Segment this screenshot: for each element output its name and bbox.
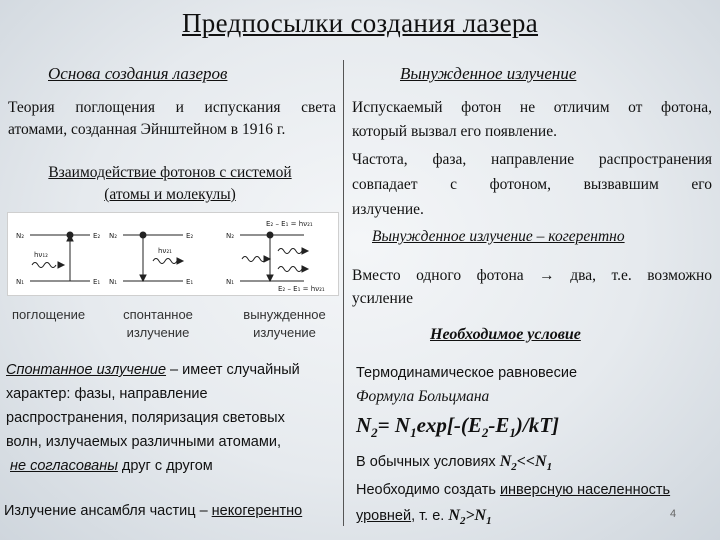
inv-n2: N	[448, 507, 460, 524]
spontaneous-e2-label: E₂	[186, 232, 194, 240]
normal-sub1: 1	[546, 461, 553, 474]
stimulated-incoming-photon	[242, 257, 266, 262]
levels-line	[356, 505, 492, 532]
stimulated-excited-atom	[267, 232, 273, 238]
right-p3-line-2: усиление	[352, 290, 414, 307]
boltzmann-formula-label: Формула Больцмана	[356, 388, 490, 405]
stimulated-photon-2	[278, 267, 302, 272]
formula-minus: -E	[488, 413, 510, 437]
ensemble-text: Излучение ансамбля частиц –	[4, 503, 212, 519]
right-p1-line-2: который вызвал его появление.	[352, 123, 557, 140]
stimulated-n1-label: N₁	[226, 278, 235, 286]
normal-conditions	[356, 451, 552, 478]
spontaneous-term: Спонтанное излучение	[6, 362, 167, 378]
absorption-e2-label: E₂	[93, 232, 101, 240]
spontaneous-arrowhead	[140, 275, 146, 281]
right-p2-line-1: Частота, фаза, направление распространения	[352, 151, 712, 168]
column-divider	[343, 60, 344, 526]
formula-n2: N	[356, 413, 372, 437]
coherent-statement: Вынужденное излучение – когерентно	[372, 228, 625, 245]
formula-e1-sub: 1	[509, 425, 516, 441]
ensemble-statement	[4, 503, 302, 519]
right-p2-line-2: совпадает с фотоном, вызвавшим его	[352, 176, 712, 193]
right-p2-line-3: излучение.	[352, 201, 424, 218]
absorption-photon-arrowhead	[58, 262, 64, 268]
caption-absorption: поглощение	[12, 307, 86, 322]
right-p3-line-1: Вместо одного фотона → два, т.е. возможно	[352, 267, 712, 284]
spontaneous-n2-label: N₂	[109, 232, 118, 240]
normal-lt: <<N	[516, 453, 547, 470]
spontaneous-line-4: волн, излучаемых различными атомами,	[6, 434, 281, 450]
necessary-condition: Необходимое условие	[430, 326, 581, 343]
absorption-incoming-photon	[32, 263, 56, 268]
formula-n2-sub: 2	[371, 425, 378, 441]
absorption-excited-atom	[67, 232, 73, 238]
formula-n1-sub: 1	[410, 425, 417, 441]
spontaneous-line-3: распространения, поляризация световых	[6, 410, 285, 426]
inv-gt: >N	[465, 507, 487, 524]
incoherent-term: некогерентно	[211, 503, 303, 519]
stimulated-energy-right-label: E₂ – E₁ = hν₂₁	[278, 285, 325, 293]
normal-n2: N	[499, 453, 512, 470]
formula-exp: exp[-(E	[416, 413, 482, 437]
interaction-line-2: (атомы и молекулы)	[104, 186, 236, 203]
absorption-n2-label: N₂	[16, 232, 25, 240]
page-title: Предпосылки создания лазера	[181, 8, 539, 38]
interaction-line-1: Взаимодействие фотонов с системой	[48, 164, 292, 181]
formula-eq: = N	[377, 413, 411, 437]
stimulated-photon-2-arrowhead	[302, 266, 308, 272]
not-agreed: не согласованы	[10, 458, 118, 474]
caption-stimulated-2: излучение	[253, 325, 316, 340]
normal-pre: В обычных условиях	[356, 454, 500, 470]
stimulated-photon-1-arrowhead	[302, 248, 308, 254]
stimulated-n2-label: N₂	[226, 232, 235, 240]
theory-line-1: Теория поглощения и испускания света	[8, 99, 336, 116]
energy-level-diagram	[8, 213, 338, 295]
caption-spontaneous-2: излучение	[126, 325, 190, 340]
spontaneous-line-2: характер: фазы, направление	[6, 386, 208, 402]
stimulated-photon-1	[278, 249, 302, 254]
need-pre: Необходимо создать	[356, 482, 500, 498]
stimulated-arrowhead	[267, 275, 273, 281]
spontaneous-term-rest: – имеет случайный	[166, 362, 300, 378]
photon-interaction-diagram	[7, 212, 339, 296]
caption-spontaneous-1: спонтанное	[123, 307, 193, 322]
spontaneous-excited-atom	[140, 232, 146, 238]
right-p1-line-1: Испускаемый фотон не отличим от фотона,	[352, 99, 712, 116]
spontaneous-line-5-rest: друг с другом	[117, 458, 213, 474]
spontaneous-hv21-label: hν₂₁	[158, 247, 172, 255]
left-heading: Основа создания лазеров	[48, 64, 228, 83]
spontaneous-paragraph	[6, 358, 340, 478]
levels-term: уровней	[356, 508, 412, 524]
absorption-e1-label: E₁	[93, 278, 101, 286]
spontaneous-photon-arrowhead	[177, 258, 183, 264]
stimulated-energy-top-label: E₂ – E₁ = hν₂₁	[266, 220, 313, 228]
inversion-term: инверсную населенность	[499, 482, 671, 498]
page-number: 4	[670, 508, 677, 520]
inv-sub2: 2	[459, 515, 466, 528]
thermodynamic-equilibrium: Термодинамическое равновесие	[356, 365, 578, 381]
theory-line-2: атомами, созданная Эйнштейном в 1916 г.	[8, 121, 286, 138]
levels-rest: , т. е.	[411, 508, 449, 524]
absorption-hv12-label: hν₁₂	[34, 251, 48, 259]
caption-stimulated-1: вынужденное	[243, 307, 326, 322]
formula-e2-sub: 2	[481, 425, 489, 441]
formula-tail: )/kT]	[515, 413, 560, 437]
spontaneous-e1-label: E₁	[186, 278, 194, 286]
spontaneous-n1-label: N₁	[109, 278, 118, 286]
inv-sub1: 1	[486, 515, 492, 528]
boltzmann-formula	[356, 413, 559, 441]
right-heading: Вынужденное излучение	[400, 64, 577, 83]
stimulated-incoming-arrowhead	[264, 256, 270, 262]
normal-sub2: 2	[511, 461, 517, 474]
spontaneous-emitted-photon	[153, 259, 177, 264]
absorption-n1-label: N₁	[16, 278, 25, 286]
inversion-requirement	[356, 479, 670, 501]
